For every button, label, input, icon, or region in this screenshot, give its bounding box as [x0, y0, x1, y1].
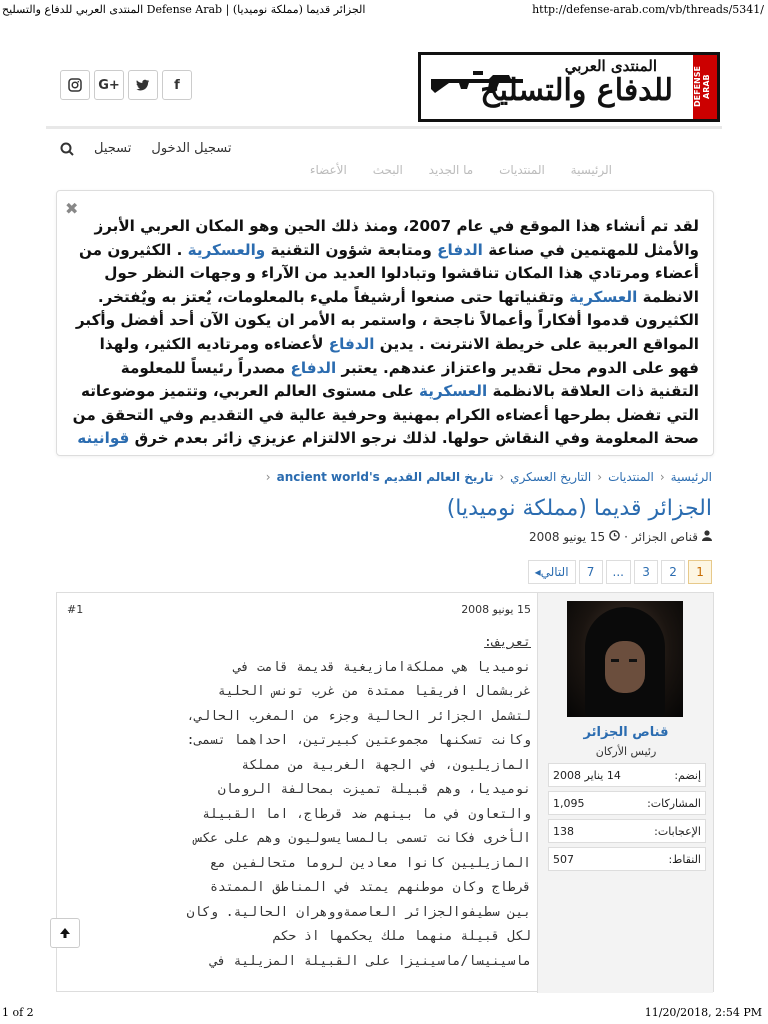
breadcrumb-forums[interactable]: المنتديات [608, 470, 654, 484]
stat-label: المشاركات: [647, 796, 701, 810]
logo-strip: DEFENSE ARAB [693, 55, 717, 119]
navbar [46, 126, 722, 184]
notice-text [71, 205, 699, 451]
post-line: المازيليون، في الجهة الغربية من مملكة [241, 757, 531, 773]
post-line: نوميديا، وهم قبيلة تميزت بمحالفة الرومان [217, 782, 531, 797]
post-line: وكانت تسكنها مجموعتين كبيرتين، احداهما تسمى: [186, 733, 531, 748]
avatar[interactable] [567, 601, 683, 717]
post-line: المازيليين كانوا معادين لروما متحالفين مع [210, 855, 531, 871]
register-link[interactable]: تسجيل [94, 141, 132, 156]
notice-link-defense[interactable]: الدفاع [290, 358, 337, 377]
close-icon[interactable]: ✖ [65, 199, 79, 218]
post-user-title: رئيس الأركان [595, 745, 657, 758]
nav-item-search[interactable]: البحث [372, 163, 403, 177]
instagram-icon[interactable] [60, 70, 90, 100]
notice-link-rules[interactable]: قوانينه [77, 429, 130, 448]
next-page-label: التالي [540, 565, 569, 579]
breadcrumb [266, 470, 712, 484]
login-link[interactable]: تسجيل الدخول [151, 141, 232, 156]
notice-link-military[interactable]: العسكرية [569, 287, 638, 306]
notice-part: لأعضاءه ومرتاديه الكثير، ولهذا فهو على الدوم محل تقدير واعتزاز عندهم. يعتبر [99, 334, 699, 377]
notice-part: ومتابعة شؤون التقنية [270, 240, 432, 259]
nav-item-whats-new[interactable]: ما الجديد [428, 163, 474, 177]
post-heading: تعريف: [484, 635, 531, 650]
post-line: والتعاون في ما بينهم ضد قرطاج، اما القبيلة [202, 806, 531, 822]
print-page-title: المنتدى العربي للدفاع والتسليح Defense Arab | الجزائر قديما (مملكة نوميديا) [2, 3, 366, 16]
post-body [57, 593, 539, 993]
stat-value: 14 يناير 2008 [553, 768, 621, 782]
notice-link-military[interactable]: العسكرية [419, 382, 488, 401]
thread-meta [529, 530, 712, 544]
print-page-count: 1 of 2 [2, 1006, 34, 1019]
stat-posts [548, 791, 706, 815]
print-datetime: 11/20/2018, 2:54 PM [644, 1006, 762, 1019]
notice-part: مصدراً رئيساً للمعلومة التقنية ذات العلاقة بالانظمة [120, 358, 699, 401]
nav-account-links [60, 141, 231, 156]
page-7[interactable]: 7 [579, 560, 603, 584]
chevron-left-icon: ‹ [499, 470, 505, 484]
stat-label: الإعجابات: [654, 824, 701, 838]
facebook-icon[interactable] [162, 70, 192, 100]
post-date[interactable]: 15 يونيو 2008 [461, 603, 531, 616]
print-header [0, 0, 768, 18]
google-plus-icon[interactable] [94, 70, 124, 100]
logo-line2: للدفاع والتسليح [480, 73, 673, 108]
notice-link-defense[interactable]: الدفاع [328, 334, 375, 353]
site-notice [56, 190, 714, 456]
notice-part: على مستوى العالم العربي، وتتميز موضوعاته التي تفضل بطرحها أعضاءه الكرام بمهنية وحرفية عالية في التقديم وفي التحقق من صحة المعلومة وفي النقاش حولها. لذلك نرجو الالتزام عزيزي زائر بعدم خرق [72, 382, 699, 448]
nav-item-forums[interactable]: المنتديات [499, 163, 545, 177]
stat-value: 1,095 [553, 796, 585, 810]
stat-label: إنضم: [674, 768, 701, 782]
post-user-panel [537, 593, 713, 993]
arrow-up-icon [59, 927, 71, 939]
page-ellipsis[interactable]: ... [606, 560, 631, 584]
post [56, 592, 714, 992]
post-line: قرطاج وكان موطنهم يمتد في المناطق الممتدة [210, 880, 531, 895]
search-icon[interactable] [60, 142, 74, 156]
post-number[interactable]: #1 [67, 603, 84, 616]
page-2[interactable]: 2 [661, 560, 685, 584]
thread-author[interactable]: قناص الجزائر [632, 530, 698, 544]
page-1[interactable]: 1 [688, 560, 712, 584]
notice-link-military[interactable]: والعسكرية [187, 240, 266, 259]
post-line: الأخرى فكانت تسمى بالمسايسوليون وهم على عكس [194, 831, 531, 846]
nav-main-links [288, 163, 612, 177]
thread-date[interactable]: 15 يونيو 2008 [529, 530, 606, 544]
stat-value: 507 [553, 852, 574, 866]
page-3[interactable]: 3 [634, 560, 658, 584]
post-username[interactable]: قناص الجزائر [583, 725, 669, 740]
chevron-left-icon: ‹ [659, 470, 665, 484]
print-footer [0, 1002, 768, 1024]
breadcrumb-home[interactable]: الرئيسية [670, 470, 712, 484]
google-plus-label: G+ [98, 77, 120, 93]
post-line: غربشمال افريقيا ممتدة من غرب تونس الحلية [217, 684, 531, 699]
notice-part: . الكثيرون من أعضاء ومرتادي هذا المكان تناقشوا وتبادلوا العديد من الآراء و وجهات النظر حول الانظمة [78, 240, 699, 306]
notice-part: لقد تم أنشاء هذا الموقع في عام 2007، ومنذ ذلك الحين وهو المكان العربي الأبرز والأمثل للمهتمين في صناعة [94, 217, 699, 259]
pagination [525, 560, 712, 584]
notice-part: وتقنياتها حتى صنعوا أرشيفاً مليء بالمعلومات، يٌعتز به ويٌفتخر. الكثيرون قدموا أفكاراً وأعمالاً ناجحة ، واستمر به الأمر ان يكون الآن أحد أفضل وأكبر المواقع العربية على خريطة الانترنت . يدين [75, 287, 699, 353]
post-line: لتشمل الجزائر الحالية وجزء من المغرب الحالي، [186, 708, 531, 724]
chevron-left-icon: ◂ [534, 565, 541, 579]
post-line: نوميديا هي مملكةامازيغية قديمة قامت في [233, 659, 531, 675]
twitter-icon[interactable] [128, 70, 158, 100]
facebook-label: f [174, 77, 180, 93]
meta-separator: · [624, 530, 628, 544]
notice-link-defense[interactable]: الدفاع [437, 240, 483, 259]
chevron-left-icon: ‹ [597, 470, 603, 484]
logo-line1: المنتدى العربي [564, 57, 657, 75]
stat-joined [548, 763, 706, 787]
scroll-to-top-button[interactable] [50, 918, 80, 948]
post-line: ماسينيسا/ماسينيزا على القبيلة المزيلية في [210, 953, 531, 969]
stat-label: النقاط: [668, 852, 701, 866]
breadcrumb-ancient-world[interactable]: تاريخ العالم القديم ancient world's [276, 470, 494, 484]
breadcrumb-military-history[interactable]: التاريخ العسكري [510, 470, 592, 484]
chevron-left-icon: ‹ [265, 470, 271, 484]
stat-value: 138 [553, 824, 574, 838]
site-header [46, 40, 722, 130]
post-line: لكل قبيلة منهما ملك يحكمها اذ حكم [272, 929, 531, 944]
post-content [71, 631, 531, 974]
stat-points [548, 847, 706, 871]
stat-likes [548, 819, 706, 843]
nav-item-members[interactable]: الأعضاء [309, 163, 347, 177]
user-icon [702, 530, 712, 544]
thread-title: الجزائر قديما (مملكة نوميديا) [446, 496, 712, 521]
site-logo[interactable] [418, 52, 720, 122]
print-url: http://defense-arab.com/vb/threads/5341/ [532, 3, 764, 16]
clock-icon [609, 530, 620, 544]
next-page-button[interactable] [528, 560, 576, 584]
post-line: بين سطيفوالجزائر العاصمةووهران الحالية. وكان [186, 904, 531, 920]
social-links [60, 70, 192, 100]
nav-item-home[interactable]: الرئيسية [570, 163, 612, 177]
